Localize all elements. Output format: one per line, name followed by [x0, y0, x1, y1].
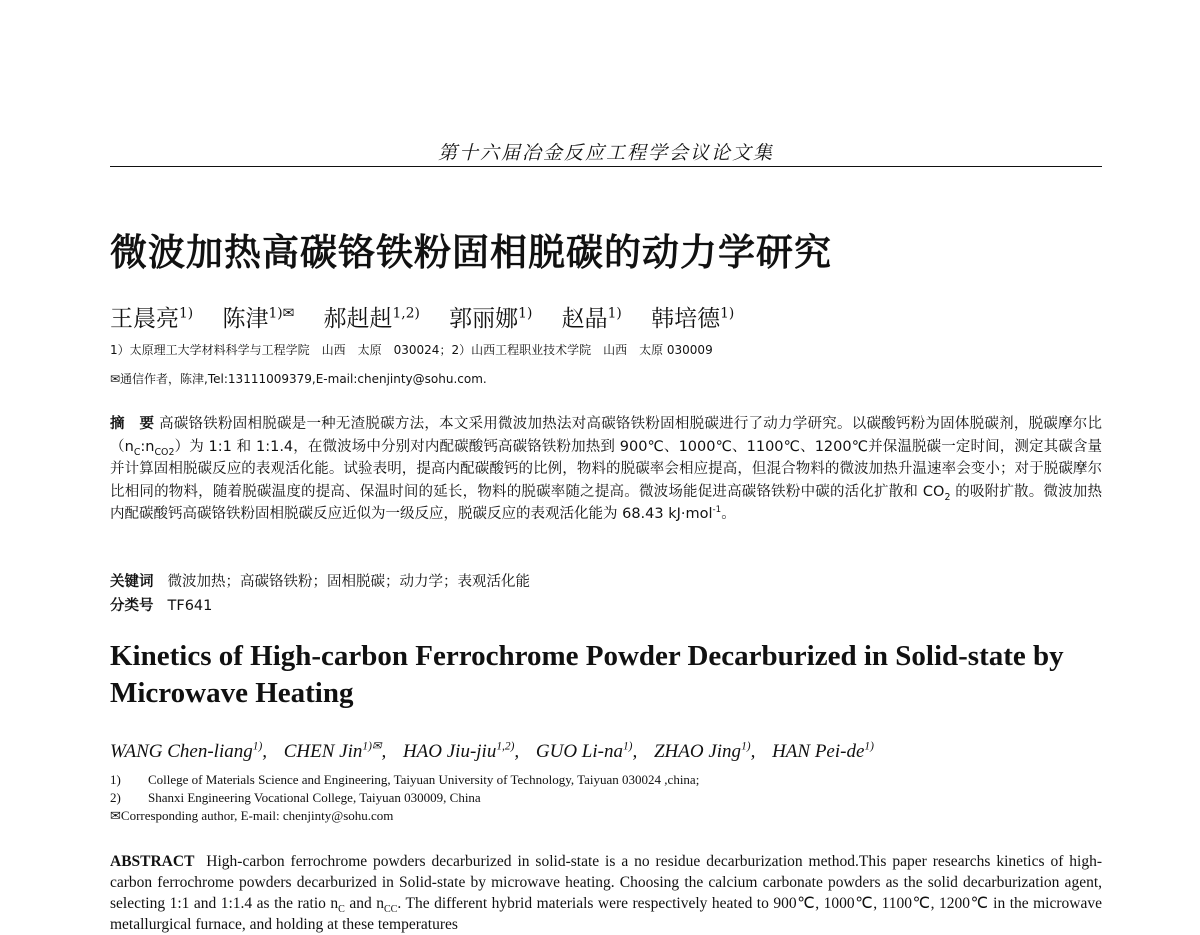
affiliation-english: [110, 790, 481, 806]
author-cn: [562, 306, 622, 332]
author-en-name: WANG Chen-liang: [110, 741, 253, 762]
author-en-name: GUO Li-na: [535, 741, 623, 762]
authors-english: [110, 741, 886, 763]
title-english: Kinetics of High-carbon Ferrochrome Powder Decarburized in Solid-state by Microwave Heating: [110, 640, 1064, 709]
author-en-sup: 1): [252, 740, 263, 753]
affiliation-number: 1): [110, 772, 121, 787]
author-en-sup: 1): [622, 740, 633, 753]
author-en-sep: ,: [632, 741, 638, 762]
author-cn: [449, 306, 532, 332]
abstract-cn-text: :n: [140, 438, 155, 455]
author-en-sup: 1,2): [496, 740, 515, 753]
abstract-cn-text: 的吸附扩散。微波加热内配碳酸钙高碳铬铁粉固相脱碳反应近似为一级反应，脱碳反应的表观活化能为 68.43 kJ·mol: [110, 483, 1102, 522]
affiliation-chinese: 1）太原理工大学材料科学与工程学院 山西 太原 030024；2）山西工程职业技术学院 山西 太原 030009: [110, 343, 713, 357]
author-cn: [324, 306, 420, 332]
affiliation-number: 2): [110, 790, 121, 805]
author-cn: [651, 306, 734, 332]
title-chinese: 微波加热高碳铬铁粉固相脱碳的动力学研究: [110, 231, 832, 274]
classification-label: 分类号: [110, 598, 154, 614]
keywords-label: 关键词: [110, 574, 154, 590]
abstract-cn-text: ）为 1:1 和 1:1.4，在微波场中分别对内配碳酸钙高碳铬铁粉加热到 900℃、1000℃、1100℃、1200℃并保温脱碳一定时间，测定其碳含量并计算固相脱碳反应的表观活化能。试验表明，提高内配碳酸钙的比例，物料的脱碳率会相应提高，但混合物料的微波加热升温速率会变小；对于脱碳摩尔比相同的物料，随着脱碳温度的提高、保温时间的延长，物料的脱碳率随之提高。微波场能促进高碳铬铁粉中碳的活化扩散和 CO: [110, 438, 1102, 500]
author-en: [772, 741, 874, 762]
author-cn-name: 韩培德: [651, 306, 721, 332]
keywords-text: 微波加热；高碳铬铁粉；固相脱碳；动力学；表观活化能: [167, 574, 530, 590]
author-cn-name: 陈津: [222, 306, 269, 332]
abstract-en-text: and n: [344, 895, 384, 912]
author-cn-sup: 1): [720, 305, 735, 322]
abstract-cn-text: 高碳铬铁粉固相脱碳是一种无渣脱碳方法，本文采用微波加热法对高碳铬铁粉固相脱碳进行了动力学研究。以碳酸钙粉为固体脱碳剂，脱碳摩尔比（n: [110, 416, 1103, 455]
abstract-cn-sub: CO2: [154, 446, 175, 458]
author-en: [403, 741, 519, 762]
author-en: [536, 741, 637, 762]
author-cn-name: 王晨亮: [110, 306, 179, 332]
author-en-sep: ,: [514, 741, 520, 762]
classification-text: TF641: [167, 598, 213, 614]
author-en: [110, 741, 267, 762]
authors-chinese: [110, 300, 756, 333]
author-en-name: CHEN Jin: [283, 741, 363, 762]
author-cn: [110, 306, 193, 332]
abstract-cn-sub: C: [133, 446, 141, 458]
author-en-sep: ,: [381, 741, 387, 762]
author-en: [284, 741, 386, 762]
author-cn-sup: 1)✉: [268, 305, 295, 322]
author-cn-sup: 1): [518, 305, 533, 322]
author-cn: [222, 306, 294, 332]
abstract-en-text: . The different hybrid materials were respectively heated to 900℃, 1000℃, 1100℃, 1200℃ in the microwave metallurgical furnace, and holding at these temperatures: [110, 895, 1102, 933]
abstract-en-label: ABSTRACT: [110, 853, 195, 870]
author-en-sup: 1)✉: [362, 740, 382, 753]
classification-chinese: [110, 594, 212, 615]
author-en-name: HAO Jiu-jiu: [402, 741, 497, 762]
header-rule: [110, 166, 1102, 167]
author-cn-name: 赵晶: [561, 306, 608, 332]
author-cn-sup: 1): [179, 305, 194, 322]
abstract-cn-sub: 2: [944, 491, 951, 503]
abstract-english: [110, 851, 1102, 935]
affiliation-text: Shanxi Engineering Vocational College, Taiyuan 030009, China: [148, 790, 481, 805]
author-cn-sup: 1,2): [392, 305, 420, 322]
abstract-chinese: [110, 413, 1102, 526]
affiliation-text: College of Materials Science and Engineering, Taiyuan University of Technology, Taiyuan 030024 ,china;: [148, 772, 700, 787]
abstract-en-sub: C: [338, 904, 345, 916]
corresponding-author-chinese: ✉通信作者，陈津,Tel:13111009379,E-mail:chenjinty@sohu.com.: [110, 372, 487, 386]
corresponding-author-english: ✉Corresponding author, E-mail: chenjinty@sohu.com: [110, 808, 394, 823]
author-cn-sup: 1): [607, 305, 622, 322]
author-cn-name: 郭丽娜: [449, 306, 519, 332]
abstract-cn-sup: -1: [712, 505, 722, 516]
abstract-en-text: High-carbon ferrochrome powders decarburized in solid-state is a no residue decarburization method.This paper researchs kinetics of high-carbon ferrochrome powders decarburized in Solid-state by microwave heating. Choosing the calcium carbonate powders as the solid decarburization agent, selecting 1:1 and 1:1.4 as the ratio n: [110, 853, 1103, 912]
abstract-cn-text: 。: [721, 506, 736, 522]
author-en-sep: ,: [262, 741, 267, 762]
abstract-cn-label: 摘 要: [110, 416, 155, 432]
author-en-sup: 1): [741, 740, 751, 753]
author-en-name: HAN Pei-de: [772, 741, 865, 762]
author-en-name: ZHAO Jing: [653, 741, 742, 762]
running-head: 第十六届冶金反应工程学会议论文集: [437, 142, 774, 164]
author-cn-name: 郝赳赳: [323, 306, 393, 332]
abstract-en-sub: CC: [383, 904, 398, 916]
author-en-sep: ,: [750, 741, 756, 762]
keywords-chinese: [110, 570, 530, 591]
affiliation-english: [110, 772, 699, 788]
author-en-sup: 1): [864, 740, 874, 753]
author-en: [654, 741, 755, 762]
